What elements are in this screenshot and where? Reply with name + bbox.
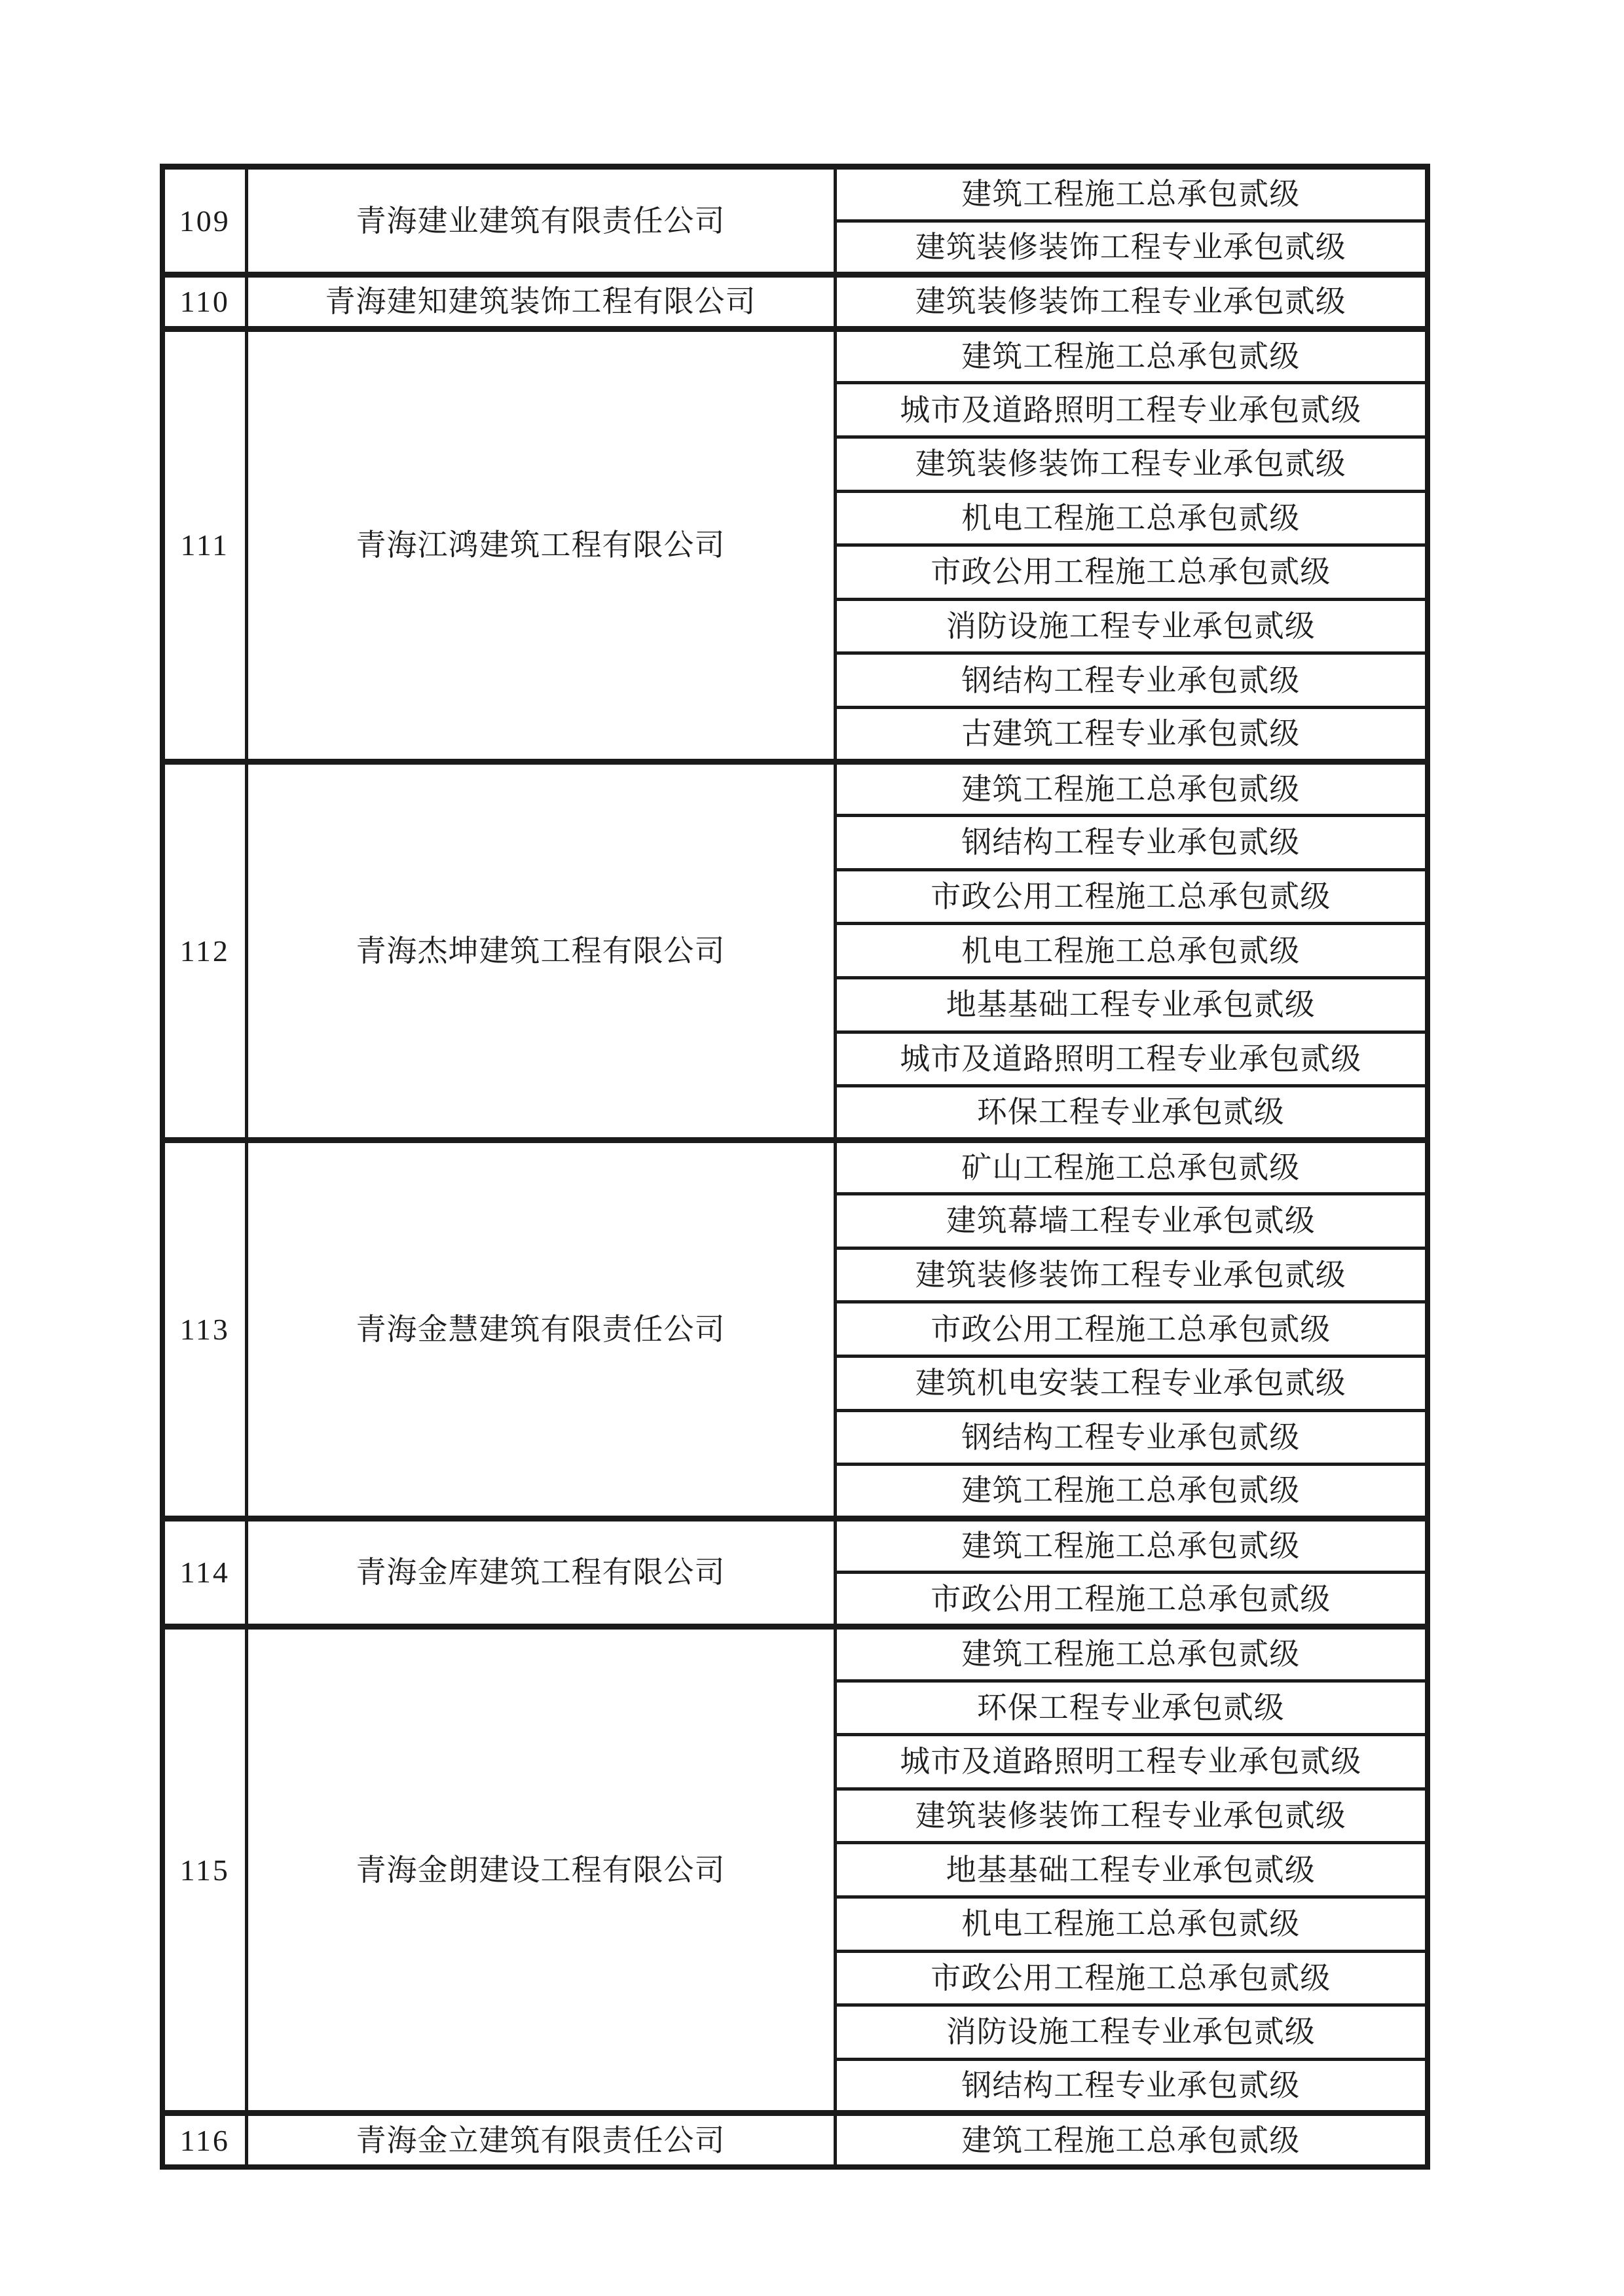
qualification-level: 市政公用工程施工总承包贰级 xyxy=(835,1573,1428,1627)
company-number: 114 xyxy=(162,1518,246,1626)
qualification-row xyxy=(162,1140,1428,1194)
qualification-level: 机电工程施工总承包贰级 xyxy=(835,491,1428,545)
company-number: 115 xyxy=(162,1627,246,2113)
qualification-level: 城市及道路照明工程专业承包贰级 xyxy=(835,1032,1428,1086)
qualification-level: 矿山工程施工总承包贰级 xyxy=(835,1140,1428,1194)
qualification-level: 城市及道路照明工程专业承包贰级 xyxy=(835,1735,1428,1789)
qualification-level: 建筑装修装饰工程专业承包贰级 xyxy=(835,437,1428,491)
company-name: 青海建知建筑装饰工程有限公司 xyxy=(246,275,835,329)
qualification-level: 钢结构工程专业承包贰级 xyxy=(835,653,1428,708)
company-name: 青海江鸿建筑工程有限公司 xyxy=(246,329,835,761)
qualification-level: 建筑机电安装工程专业承包贰级 xyxy=(835,1357,1428,1411)
company-qualification-table xyxy=(160,164,1430,2170)
qualification-level: 城市及道路照明工程专业承包贰级 xyxy=(835,383,1428,437)
qualification-level: 建筑装修装饰工程专业承包贰级 xyxy=(835,1789,1428,1843)
qualification-level: 环保工程专业承包贰级 xyxy=(835,1086,1428,1140)
qualification-level: 环保工程专业承包贰级 xyxy=(835,1681,1428,1735)
company-name: 青海金朗建设工程有限公司 xyxy=(246,1627,835,2113)
qualification-level: 建筑工程施工总承包贰级 xyxy=(835,2113,1428,2168)
qualification-level: 市政公用工程施工总承包贰级 xyxy=(835,869,1428,924)
qualification-level: 市政公用工程施工总承包贰级 xyxy=(835,1302,1428,1357)
company-qualification-table-body xyxy=(162,167,1428,2168)
qualification-row xyxy=(162,275,1428,329)
company-number: 110 xyxy=(162,275,246,329)
qualification-level: 机电工程施工总承包贰级 xyxy=(835,924,1428,978)
company-name: 青海建业建筑有限责任公司 xyxy=(246,167,835,275)
qualification-level: 建筑工程施工总承包贰级 xyxy=(835,167,1428,221)
qualification-level: 消防设施工程专业承包贰级 xyxy=(835,599,1428,653)
company-number: 109 xyxy=(162,167,246,275)
company-number: 112 xyxy=(162,761,246,1140)
qualification-row xyxy=(162,1518,1428,1573)
qualification-row xyxy=(162,329,1428,383)
qualification-row xyxy=(162,1627,1428,1681)
company-name: 青海金立建筑有限责任公司 xyxy=(246,2113,835,2168)
qualification-level: 建筑工程施工总承包贰级 xyxy=(835,1518,1428,1573)
qualification-level: 消防设施工程专业承包贰级 xyxy=(835,2005,1428,2060)
qualification-level: 建筑装修装饰工程专业承包贰级 xyxy=(835,1248,1428,1302)
qualification-level: 古建筑工程专业承包贰级 xyxy=(835,707,1428,761)
qualification-level: 地基基础工程专业承包贰级 xyxy=(835,1843,1428,1897)
qualification-row xyxy=(162,167,1428,221)
qualification-level: 建筑工程施工总承包贰级 xyxy=(835,329,1428,383)
company-number: 116 xyxy=(162,2113,246,2168)
qualification-level: 市政公用工程施工总承包贰级 xyxy=(835,545,1428,600)
company-name: 青海金慧建筑有限责任公司 xyxy=(246,1140,835,1518)
company-name: 青海杰坤建筑工程有限公司 xyxy=(246,761,835,1140)
qualification-level: 市政公用工程施工总承包贰级 xyxy=(835,1951,1428,2005)
qualification-row xyxy=(162,761,1428,816)
qualification-level: 建筑工程施工总承包贰级 xyxy=(835,761,1428,816)
qualification-level: 建筑工程施工总承包贰级 xyxy=(835,1627,1428,1681)
company-name: 青海金库建筑工程有限公司 xyxy=(246,1518,835,1626)
qualification-level: 建筑工程施工总承包贰级 xyxy=(835,1465,1428,1519)
qualification-level: 钢结构工程专业承包贰级 xyxy=(835,816,1428,870)
company-number: 113 xyxy=(162,1140,246,1518)
qualification-level: 建筑装修装饰工程专业承包贰级 xyxy=(835,221,1428,275)
qualification-level: 机电工程施工总承包贰级 xyxy=(835,1897,1428,1952)
company-number: 111 xyxy=(162,329,246,761)
qualification-row xyxy=(162,2113,1428,2168)
qualification-level: 建筑幕墙工程专业承包贰级 xyxy=(835,1194,1428,1248)
qualification-level: 建筑装修装饰工程专业承包贰级 xyxy=(835,275,1428,329)
qualification-level: 地基基础工程专业承包贰级 xyxy=(835,977,1428,1032)
qualification-level: 钢结构工程专业承包贰级 xyxy=(835,2059,1428,2113)
qualification-level: 钢结构工程专业承包贰级 xyxy=(835,1410,1428,1465)
